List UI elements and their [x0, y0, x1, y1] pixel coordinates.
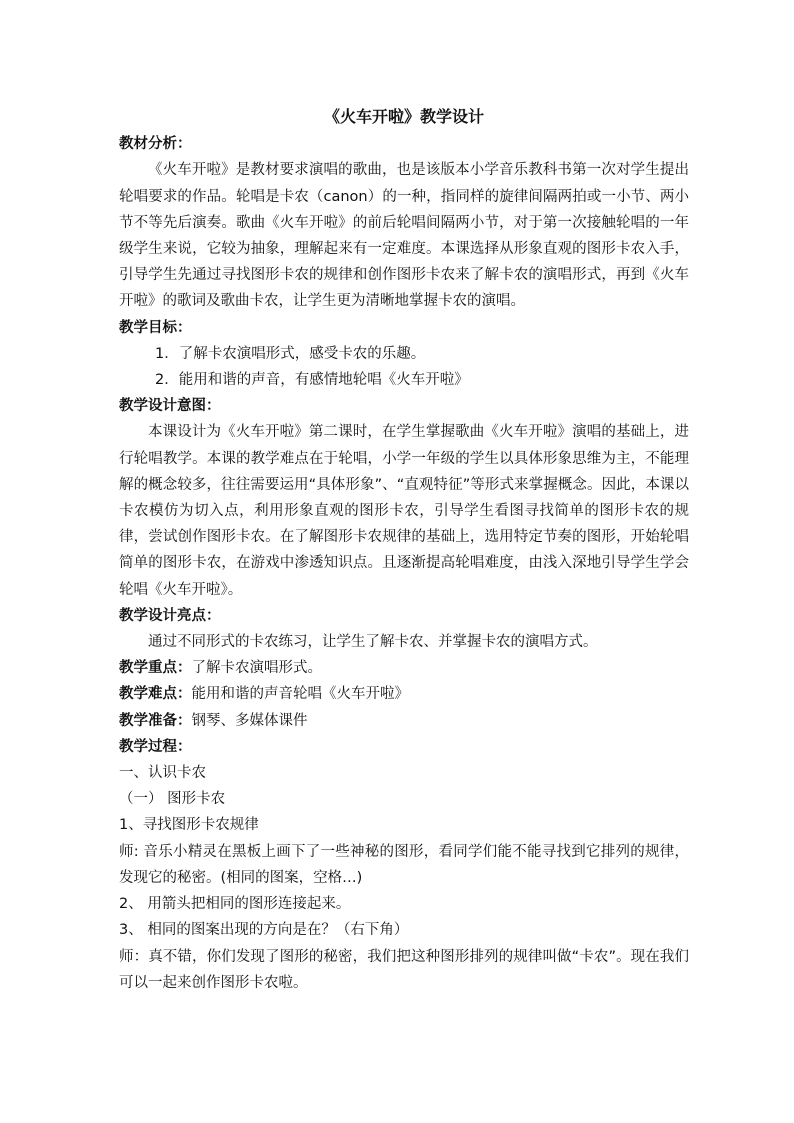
difficulty-line — [119, 681, 689, 707]
objective-item-1: 1．了解卡农演唱形式，感受卡农的乐趣。 — [155, 345, 426, 362]
process-line-1: 一、认识卡农 — [119, 765, 206, 782]
process-line-7: 师：真不错，你们发现了图形的秘密，我们把这种图形排列的规律叫做“卡农”。现在我们可以一起来创作图形卡农啦。 — [119, 948, 689, 991]
process-line-2: （一） 图形卡农 — [119, 791, 226, 808]
document-body — [119, 104, 689, 996]
key-point-label: 教学重点： — [119, 660, 192, 677]
objective-item-2: 2．能用和谐的声音，有感情地轮唱《火车开啦》 — [155, 372, 469, 389]
difficulty-value: 能用和谐的声音轮唱《火车开啦》 — [191, 686, 409, 703]
process-line-4: 师: 音乐小精灵在黑板上画下了一些神秘的图形，看同学们能不能寻找到它排列的规律，发现它的秘密。(相同的图案，空格…) — [119, 843, 689, 886]
key-point-line — [119, 655, 689, 681]
material-analysis-body: 《火车开啦》是教材要求演唱的歌曲，也是该版本小学音乐教科书第一次对学生提出轮唱要求的作品。轮唱是卡农（canon）的一种，指同样的旋律间隔两拍或一小节、两小节不等先后演奏。歌曲《火车开啦》的前后轮唱间隔两小节，对于第一次接触轮唱的一年级学生来说，它较为抽象，理解起来有一定难度。本课选择从形象直观的图形卡农入手，引导学生先通过寻找图形卡农的规律和创作图形卡农来了解卡农的演唱形式，再到《火车开啦》的歌词及歌曲卡农，让学生更为清晰地掌握卡农的演唱。 — [119, 162, 689, 310]
preparation-line — [119, 708, 689, 734]
design-intent-body: 本课设计为《火车开啦》第二课时，在学生掌握歌曲《火车开啦》演唱的基础上，进行轮唱教学。本课的教学难点在于轮唱，小学一年级的学生以具体形象思维为主，不能理解的概念较多，往往需要运用“具体形象”、“直观特征”等形式来掌握概念。因此，本课以卡农模仿为切入点，利用形象直观的图形卡农，引导学生看图寻找简单的图形卡农的规律，尝试创作图形卡农。在了解图形卡农规律的基础上，选用特定节奏的图形，开始轮唱简单的图形卡农，在游戏中渗透知识点。且逐渐提高轮唱难度，由浅入深地引导学生学会轮唱《火车开啦》。 — [119, 424, 689, 598]
highlights-heading: 教学设计亮点： — [119, 607, 221, 624]
process-line-3: 1、寻找图形卡农规律 — [119, 817, 259, 834]
process-line-5: 2、 用箭头把相同的图形连接起来。 — [119, 896, 351, 913]
process-heading: 教学过程： — [119, 738, 192, 755]
highlights-body: 通过不同形式的卡农练习，让学生了解卡农、并掌握卡农的演唱方式。 — [148, 634, 598, 651]
document-title: 《火车开啦》教学设计 — [323, 107, 484, 126]
preparation-value: 钢琴、多媒体课件 — [191, 712, 308, 729]
process-line-6: 3、 相同的图案出现的方向是在？（右下角） — [119, 922, 409, 939]
objectives-heading: 教学目标： — [119, 319, 192, 336]
material-analysis-heading: 教材分析： — [119, 136, 192, 153]
difficulty-label: 教学难点： — [119, 686, 192, 703]
key-point-value: 了解卡农演唱形式。 — [191, 660, 322, 677]
preparation-label: 教学准备： — [119, 712, 192, 729]
design-intent-heading: 教学设计意图： — [119, 398, 221, 415]
